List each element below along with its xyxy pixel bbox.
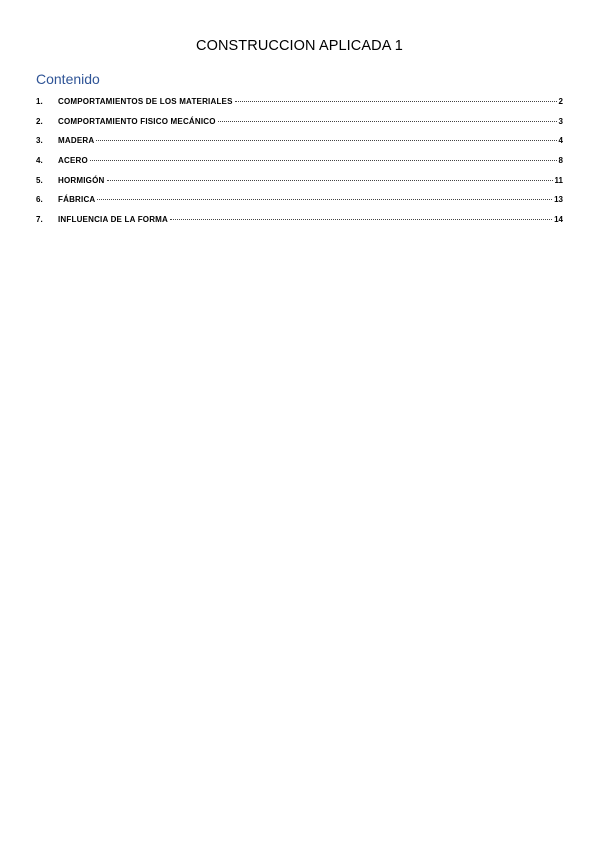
toc-dot-leader [96,140,556,141]
toc-entry-page: 4 [558,136,563,146]
toc-entry-page: 8 [558,156,563,166]
toc-dot-leader [235,101,557,102]
toc-dot-leader [107,180,553,181]
toc-entry-label: INFLUENCIA DE LA FORMA [58,215,169,225]
toc-entry-label: COMPORTAMIENTOS DE LOS MATERIALES [58,97,233,106]
toc-entry-page: 13 [554,195,563,205]
table-of-contents [36,92,563,230]
toc-entry-number: 4. [36,156,43,166]
toc-entry-comportamiento-fisico-mecanico[interactable] [36,112,563,132]
toc-entry-page: 3 [558,116,563,126]
toc-entry-madera[interactable] [36,131,563,151]
toc-entry-comportamientos-materiales[interactable] [36,92,563,112]
toc-heading: Contenido [36,71,100,87]
toc-entry-fabrica[interactable] [36,190,563,210]
toc-entry-number: 1. [36,97,43,106]
toc-dot-leader [170,219,552,220]
toc-entry-number: 2. [36,116,43,126]
toc-dot-leader [97,199,552,200]
toc-entry-label: MADERA [58,136,95,146]
toc-entry-number: 6. [36,195,43,205]
toc-dot-leader [218,121,557,122]
toc-entry-acero[interactable] [36,151,563,171]
toc-entry-number: 3. [36,136,43,146]
toc-entry-label: COMPORTAMIENTO FISICO MECÁNICO [58,116,216,126]
toc-entry-page: 14 [554,215,563,225]
toc-entry-number: 5. [36,175,43,185]
toc-entry-number: 7. [36,215,43,225]
toc-entry-page: 11 [554,175,563,185]
document-title: CONSTRUCCION APLICADA 1 [196,38,403,54]
toc-entry-page: 2 [558,97,563,106]
toc-entry-label: FÁBRICA [58,195,96,205]
toc-entry-label: ACERO [58,156,88,166]
toc-entry-influencia-forma[interactable] [36,210,563,230]
toc-entry-label: HORMIGÓN [58,175,105,185]
toc-dot-leader [90,160,557,161]
toc-entry-hormigon[interactable] [36,171,563,191]
